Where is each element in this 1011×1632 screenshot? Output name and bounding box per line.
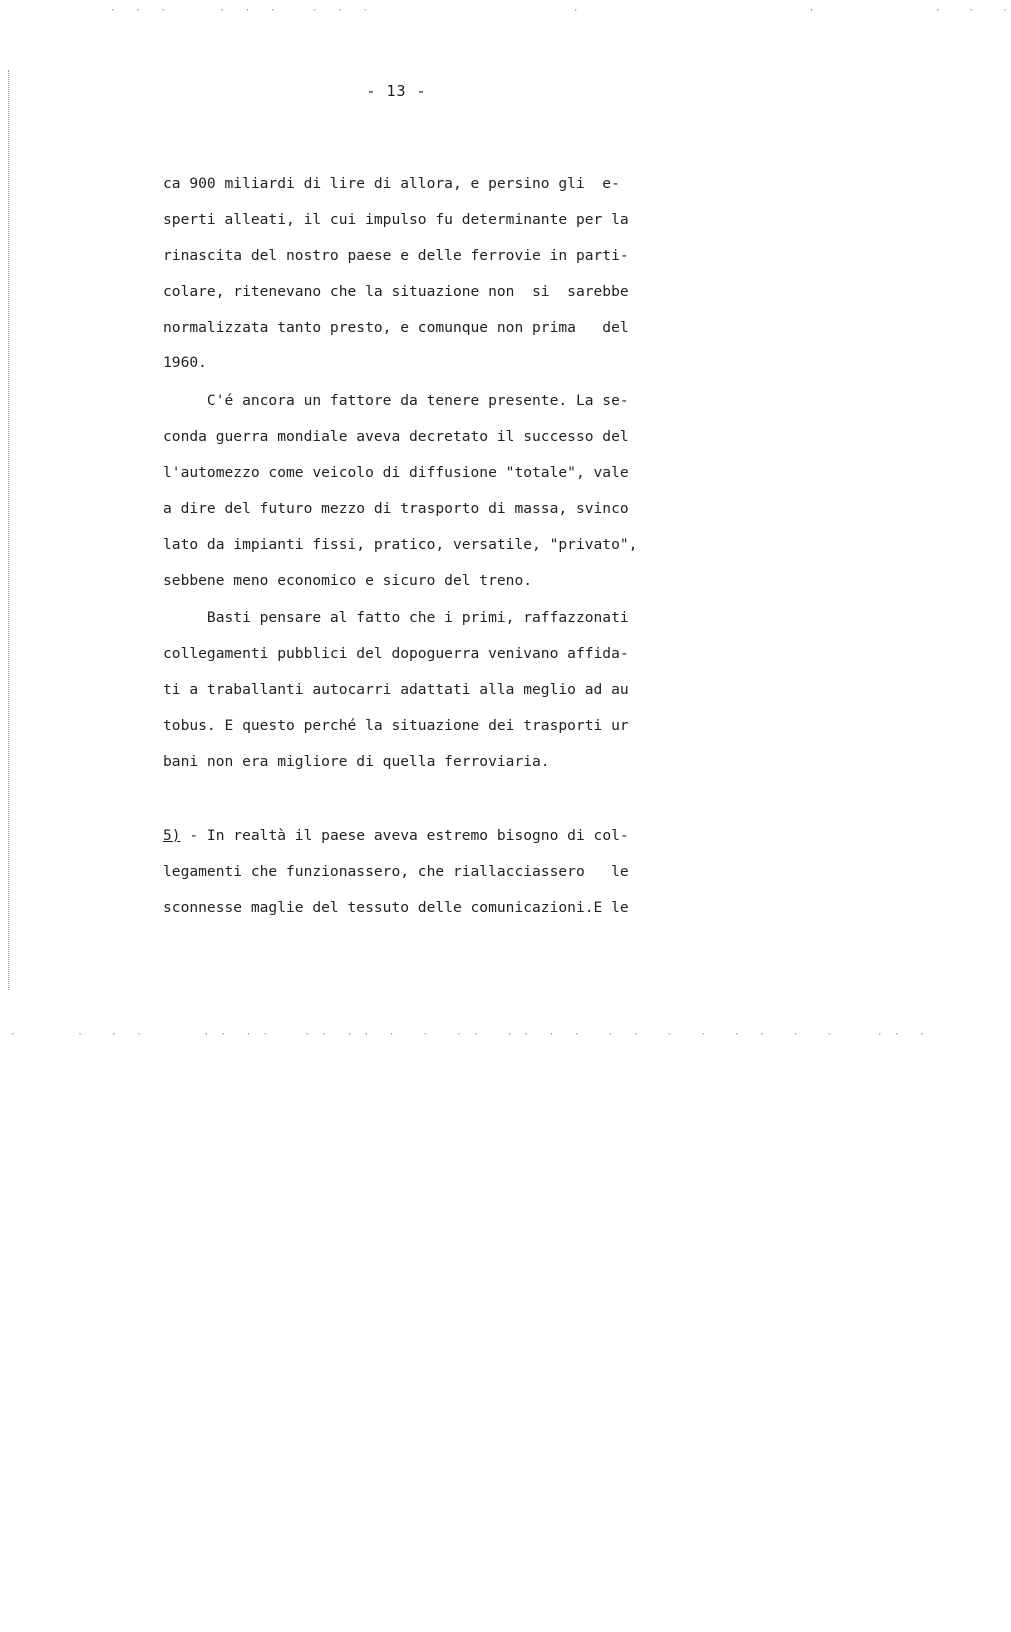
text-line: C'é ancora un fattore da tenere presente. La se- xyxy=(163,392,629,409)
text-line: collegamenti pubblici del dopoguerra venivano affida- xyxy=(163,645,629,662)
text-line: ti a traballanti autocarri adattati alla meglio ad au xyxy=(163,681,629,698)
text-line: l'automezzo come veicolo di diffusione "totale", vale xyxy=(163,464,629,481)
scan-edge-marks xyxy=(8,70,13,990)
scan-noise-bottom: · · · · · · · · · · · · · · · · · · · · · · · · · · · · · · · xyxy=(10,1030,928,1040)
scan-noise-top: · · · · · · · · · · · · · · xyxy=(110,6,1011,16)
text-line: ca 900 miliardi di lire di allora, e persino gli e- xyxy=(163,175,620,192)
text-line: colare, ritenevano che la situazione non si sarebbe xyxy=(163,283,629,300)
text-line: sebbene meno economico e sicuro del treno. xyxy=(163,572,533,589)
text-line: rinascita del nostro paese e delle ferrovie in parti- xyxy=(163,247,629,264)
text-line: a dire del futuro mezzo di trasporto di massa, svinco xyxy=(163,500,629,517)
text-line: sperti alleati, il cui impulso fu determinante per la xyxy=(163,211,629,228)
text-line: conda guerra mondiale aveva decretato il successo del xyxy=(163,428,629,445)
text-line: sconnesse maglie del tessuto delle comunicazioni.E le xyxy=(163,899,629,916)
text-line: legamenti che funzionassero, che riallacciassero le xyxy=(163,863,629,880)
text-line: normalizzata tanto presto, e comunque non prima del xyxy=(163,319,629,336)
text-line xyxy=(163,826,629,846)
footnote-marker: 5) xyxy=(163,827,181,844)
text-line: lato da impianti fissi, pratico, versatile, "privato", xyxy=(163,536,638,553)
text-line: tobus. E questo perché la situazione dei trasporti ur xyxy=(163,717,629,734)
page-number: - 13 - xyxy=(366,82,427,100)
text-line-content: - In realtà il paese aveva estremo bisogno di col- xyxy=(180,827,629,844)
text-line: Basti pensare al fatto che i primi, raffazzonati xyxy=(163,609,629,626)
text-line: bani non era migliore di quella ferroviaria. xyxy=(163,753,550,770)
text-line: 1960. xyxy=(163,354,207,371)
